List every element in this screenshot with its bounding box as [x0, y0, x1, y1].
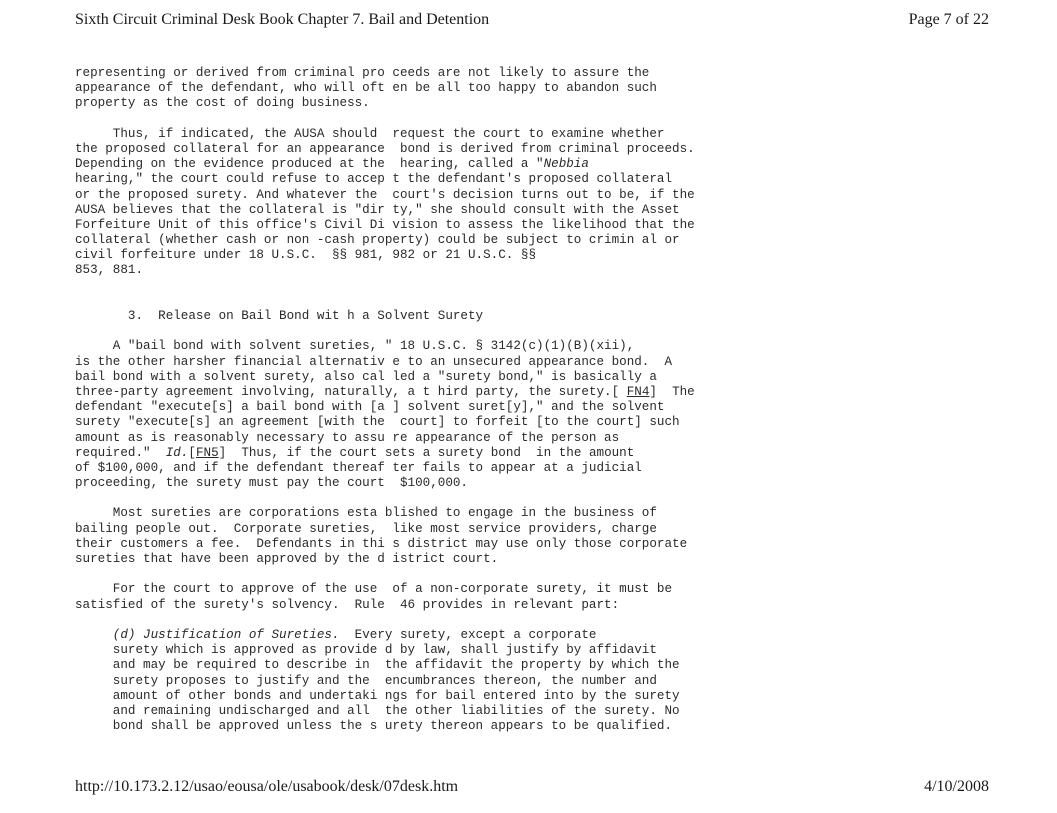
text-line: [75, 385, 755, 400]
text-line: appearance of the defendant, who will oft en be all too happy to abandon such: [75, 81, 657, 96]
block-quote: [75, 628, 755, 734]
text-span: ] The: [649, 384, 695, 399]
paragraph: [75, 127, 755, 279]
text-line: 853, 881.: [75, 263, 144, 278]
print-date: 4/10/2008: [924, 778, 989, 795]
text-line: the proposed collateral for an appearance bond is derived from criminal proceeds.: [75, 141, 695, 156]
text-line: satisfied of the surety's solvency. Rule 46 provides in relevant part:: [75, 597, 620, 612]
paragraph: [75, 506, 755, 567]
text-span: required.": [75, 445, 166, 460]
text-line: or the proposed surety. And whatever the court's decision turns out to be, if the: [75, 187, 695, 202]
text-line: bailing people out. Corporate sureties, like most service providers, charge: [75, 521, 657, 536]
text-line: and may be required to describe in the affidavit the property by which the: [75, 658, 680, 673]
text-line: surety "execute[s] an agreement [with the court] to forfeit [to the court] such: [75, 415, 680, 430]
text-line: representing or derived from criminal pro ceeds are not likely to assure the: [75, 66, 650, 80]
page-number: Page 7 of 22: [908, 11, 989, 28]
page-url: http://10.173.2.12/usao/eousa/ole/usabook/desk/07desk.htm: [75, 778, 459, 795]
text-line: collateral (whether cash or non -cash property) could be subject to crimin al or: [75, 233, 680, 248]
quote-label: (d) Justification of Sureties.: [112, 627, 340, 642]
text-line: amount of other bonds and undertaki ngs for bail entered into by the surety: [75, 688, 680, 703]
text-line: sureties that have been approved by the d istrict court.: [75, 552, 499, 566]
text-line: hearing," the court could refuse to accep t the defendant's proposed collateral: [75, 172, 673, 187]
text-span: ] Thus, if the court sets a surety bond in the amount: [218, 445, 635, 460]
paragraph: [75, 339, 755, 491]
document-body: [75, 66, 755, 734]
text-line: A "bail bond with solvent sureties, " 18 U.S.C. § 3142(c)(1)(B)(xii),: [75, 339, 635, 354]
text-line: For the court to approve of the use of a non-corporate surety, it must be: [75, 582, 673, 597]
text-line: Most sureties are corporations esta blished to engage in the business of: [75, 506, 657, 521]
section-heading: 3. Release on Bail Bond wit h a Solvent Surety: [75, 309, 484, 323]
text-line: defendant "execute[s] a bail bond with [a ] solvent suret[y]," and the solvent: [75, 400, 665, 415]
text-line: is the other harsher financial alternativ e to an unsecured appearance bond. A: [75, 354, 673, 369]
text-line: Thus, if indicated, the AUSA should request the court to examine whether: [75, 126, 665, 141]
text-line: [75, 157, 755, 172]
paragraph: [75, 66, 755, 112]
citation-id: Id.: [165, 445, 189, 460]
text-line: amount as is reasonably necessary to assu re appearance of the person as: [75, 430, 620, 445]
paragraph: [75, 582, 755, 612]
text-line: property as the cost of doing business.: [75, 96, 370, 111]
text-line: their customers a fee. Defendants in thi s district may use only those corporate: [75, 536, 688, 551]
case-name: Nebbia: [543, 157, 589, 172]
text-line: civil forfeiture under 18 U.S.C. §§ 981, 982 or 21 U.S.C. §§: [75, 248, 537, 263]
text-line: proceeding, the surety must pay the court $100,000.: [75, 476, 468, 491]
page-header-title: Sixth Circuit Criminal Desk Book Chapter 7. Bail and Detention: [75, 11, 490, 28]
footnote-link-fn5[interactable]: FN5: [195, 445, 219, 460]
text-span: Every surety, except a corporate: [339, 627, 597, 642]
text-line: [75, 446, 755, 461]
text-line: surety which is approved as provide d by law, shall justify by affidavit: [75, 643, 657, 658]
text-line: Forfeiture Unit of this office's Civil Di vision to assess the likelihood that the: [75, 217, 695, 232]
text-line: bond shall be approved unless the s urety thereon appears to be qualified.: [75, 719, 673, 734]
text-span: [: [188, 445, 196, 460]
text-span: Depending on the evidence produced at the hearing, called a ": [75, 157, 544, 172]
text-line: and remaining undischarged and all the other liabilities of the surety. No: [75, 703, 680, 718]
text-line: of $100,000, and if the defendant thereaf ter fails to appear at a judicial: [75, 460, 642, 475]
text-line: surety proposes to justify and the encumbrances thereon, the number and: [75, 673, 657, 688]
text-line: [75, 628, 755, 643]
footnote-link-fn4[interactable]: FN4: [626, 384, 650, 399]
text-line: bail bond with a solvent surety, also cal led a "surety bond," is basically a: [75, 369, 657, 384]
text-line: AUSA believes that the collateral is "dir ty," she should consult with the Asset: [75, 202, 680, 217]
text-span: three-party agreement involving, naturally, a t hird party, the surety.[: [75, 384, 627, 399]
